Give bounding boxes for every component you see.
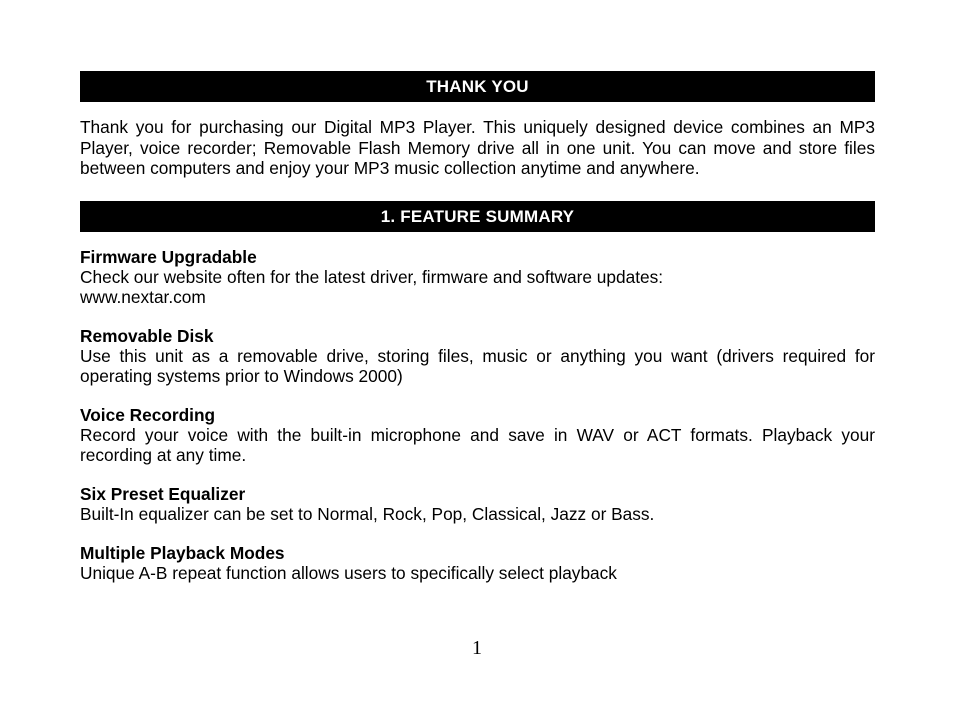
feature-title: Firmware Upgradable	[80, 246, 257, 267]
thank-you-paragraph: Thank you for purchasing our Digital MP3 Player. This uniquely designed device combines an MP3 Player, voice recorder; Removable Flash Memory drive all in one unit. You can move and store files between computers and enjoy your MP3 music collection anytime and anywhere.	[80, 117, 875, 178]
feature-removable-disk	[80, 326, 875, 386]
feature-title: Removable Disk	[80, 325, 214, 346]
feature-description: Built-In equalizer can be set to Normal, Rock, Pop, Classical, Jazz or Bass.	[80, 503, 655, 524]
feature-description: Record your voice with the built-in microphone and save in WAV or ACT formats. Playback your recording at any time.	[80, 424, 875, 465]
feature-title: Six Preset Equalizer	[80, 483, 246, 504]
page-number: 1	[472, 637, 482, 659]
feature-list	[80, 247, 875, 583]
feature-summary-heading: 1. FEATURE SUMMARY	[80, 201, 875, 232]
feature-description: Unique A-B repeat function allows users to specifically select playback	[80, 562, 617, 583]
feature-firmware-upgradable	[80, 247, 875, 307]
feature-six-preset-equalizer	[80, 484, 875, 524]
feature-multiple-playback-modes	[80, 543, 875, 583]
website-link[interactable]: www.nextar.com	[80, 286, 206, 307]
feature-description: Use this unit as a removable drive, storing files, music or anything you want (drivers required for operating systems prior to Windows 2000)	[80, 345, 875, 386]
document-page	[80, 71, 875, 602]
feature-title: Voice Recording	[80, 404, 216, 425]
thank-you-heading: THANK YOU	[80, 71, 875, 102]
feature-title: Multiple Playback Modes	[80, 542, 285, 563]
feature-description: Check our website often for the latest driver, firmware and software updates:	[80, 266, 664, 287]
feature-voice-recording	[80, 405, 875, 465]
